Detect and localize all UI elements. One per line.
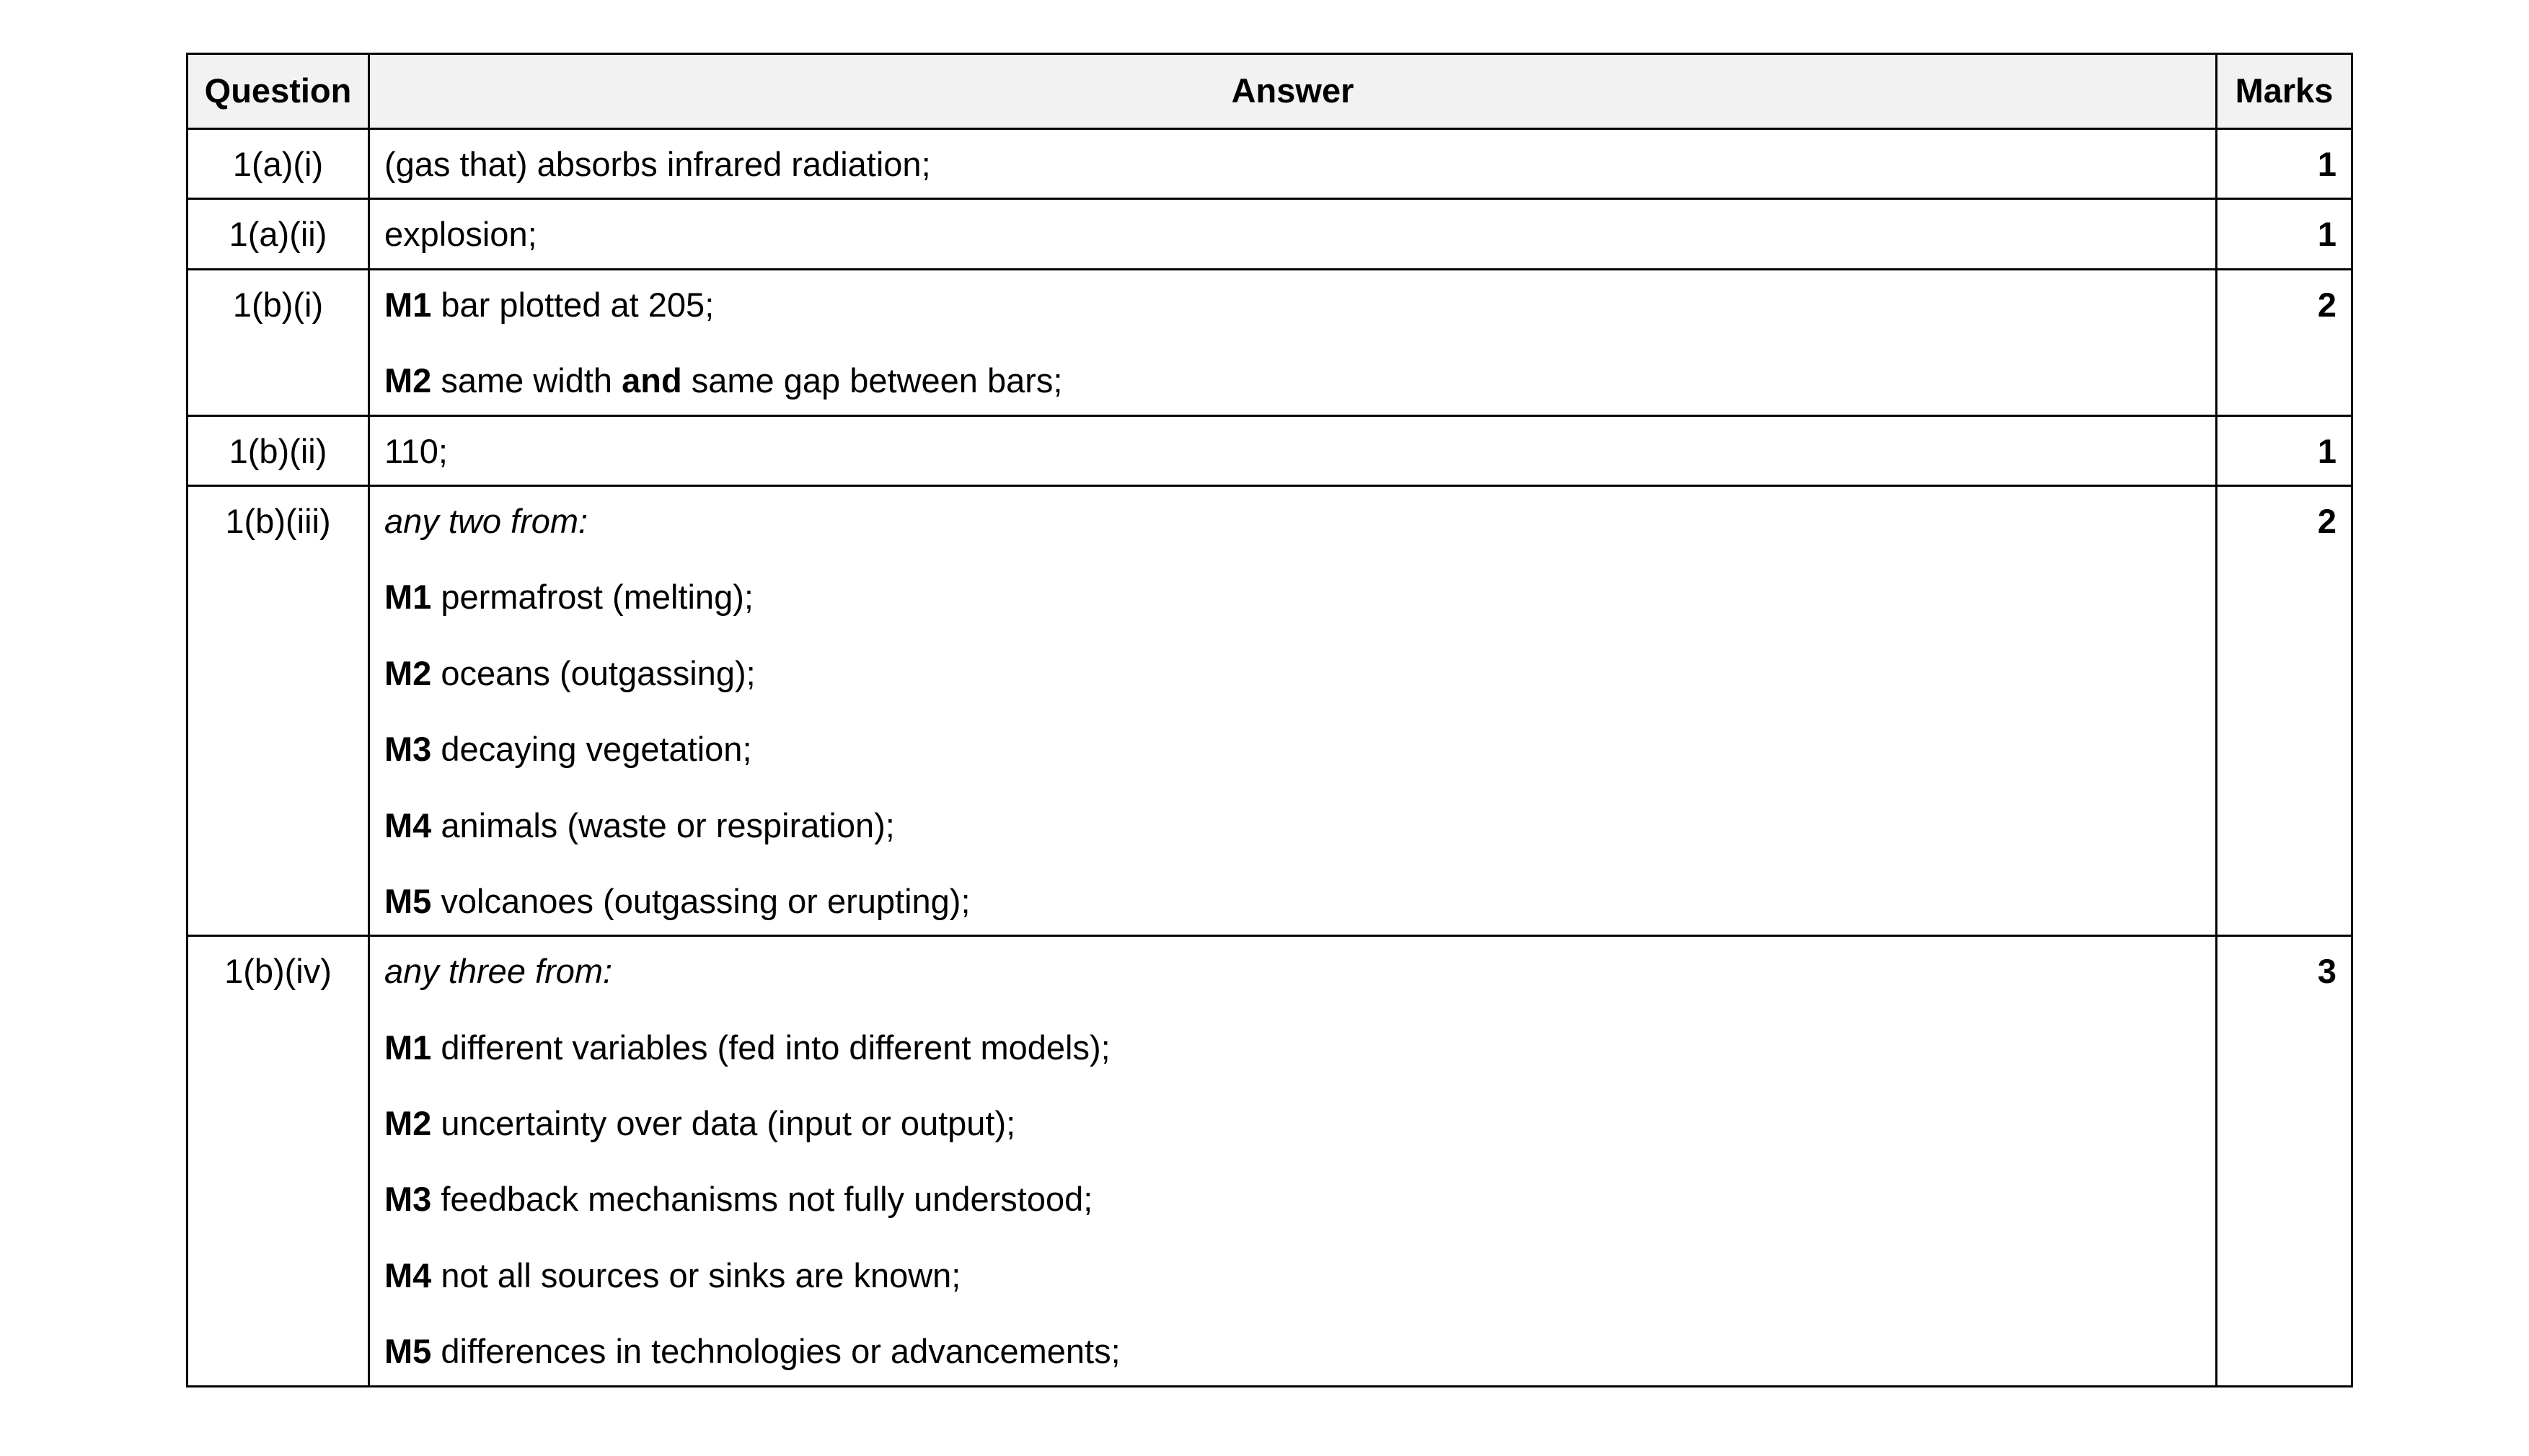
marking-point-label: M3 — [384, 1180, 432, 1219]
answer-intro: any three from: — [384, 952, 613, 991]
marking-point-label: M1 — [384, 578, 432, 617]
question-number: 1(b)(i) — [187, 269, 369, 415]
answer-line — [384, 431, 2202, 472]
marking-point — [384, 1028, 2202, 1068]
marking-point-text: bar plotted at 205; — [441, 285, 715, 324]
marking-point — [384, 1103, 2202, 1144]
marking-point-text: same gap between bars; — [691, 361, 1063, 400]
table-row — [187, 936, 2352, 1386]
answer-text: (gas that) absorbs infrared radiation; — [384, 145, 931, 183]
marking-point — [384, 1179, 2202, 1219]
marks-value: 1 — [2217, 415, 2352, 485]
marking-point-text: differences in technologies or advancements; — [441, 1332, 1121, 1371]
answer-text: 110; — [384, 431, 448, 470]
marking-point-text: same width — [441, 361, 613, 400]
answer-cell — [369, 485, 2217, 935]
marking-point-label: M4 — [384, 806, 432, 844]
marking-point-text: oceans (outgassing); — [441, 653, 756, 692]
answer-text: explosion; — [384, 215, 537, 254]
marks-value: 2 — [2217, 485, 2352, 935]
question-number: 1(a)(ii) — [187, 199, 369, 269]
marking-point-label: M3 — [384, 730, 432, 769]
marks-value: 2 — [2217, 269, 2352, 415]
table-row — [187, 485, 2352, 935]
answer-cell — [369, 199, 2217, 269]
marking-point — [384, 729, 2202, 769]
question-column-header: Question — [187, 54, 369, 129]
marks-value: 3 — [2217, 936, 2352, 1386]
marking-point-label: M2 — [384, 1104, 432, 1143]
question-number: 1(a)(i) — [187, 129, 369, 199]
answer-cell — [369, 936, 2217, 1386]
answer-line — [384, 144, 2202, 185]
marking-point-label: M5 — [384, 1332, 432, 1371]
marks-value: 1 — [2217, 199, 2352, 269]
marking-point-label: M1 — [384, 1028, 432, 1067]
marking-point — [384, 285, 2202, 325]
marking-point — [384, 361, 2202, 401]
answer-cell — [369, 415, 2217, 485]
marking-point — [384, 881, 2202, 922]
table-row — [187, 415, 2352, 485]
marking-point-text: decaying vegetation; — [441, 730, 752, 769]
marking-point-text: permafrost (melting); — [441, 578, 754, 617]
mark-scheme-table — [186, 53, 2353, 1387]
marking-point — [384, 577, 2202, 617]
emphasis-word: and — [622, 361, 682, 400]
marking-point-text: volcanoes (outgassing or erupting); — [441, 881, 971, 920]
table-row — [187, 129, 2352, 199]
question-number: 1(b)(iii) — [187, 485, 369, 935]
answer-intro: any two from: — [384, 501, 588, 540]
marking-point-text: different variables (fed into different models); — [441, 1028, 1111, 1067]
marking-point — [384, 1331, 2202, 1372]
table-header-row — [187, 54, 2352, 129]
marking-point — [384, 806, 2202, 846]
table-row — [187, 269, 2352, 415]
marking-point-label: M5 — [384, 881, 432, 920]
answer-line — [384, 214, 2202, 255]
answer-column-header: Answer — [369, 54, 2217, 129]
marking-point — [384, 1256, 2202, 1296]
marking-point-text: feedback mechanisms not fully understood; — [441, 1180, 1093, 1219]
marking-point-text: uncertainty over data (input or output); — [441, 1104, 1016, 1143]
question-number: 1(b)(ii) — [187, 415, 369, 485]
marking-point-label: M4 — [384, 1256, 432, 1294]
marking-point-text: animals (waste or respiration); — [441, 806, 895, 844]
table-row — [187, 199, 2352, 269]
marking-point — [384, 653, 2202, 694]
answer-cell — [369, 269, 2217, 415]
marking-point-label: M2 — [384, 361, 432, 400]
marking-point-text: not all sources or sinks are known; — [441, 1256, 961, 1294]
marks-value: 1 — [2217, 129, 2352, 199]
question-number: 1(b)(iv) — [187, 936, 369, 1386]
marks-column-header: Marks — [2217, 54, 2352, 129]
answer-cell — [369, 129, 2217, 199]
marking-point-label: M1 — [384, 285, 432, 324]
marking-point-label: M2 — [384, 653, 432, 692]
